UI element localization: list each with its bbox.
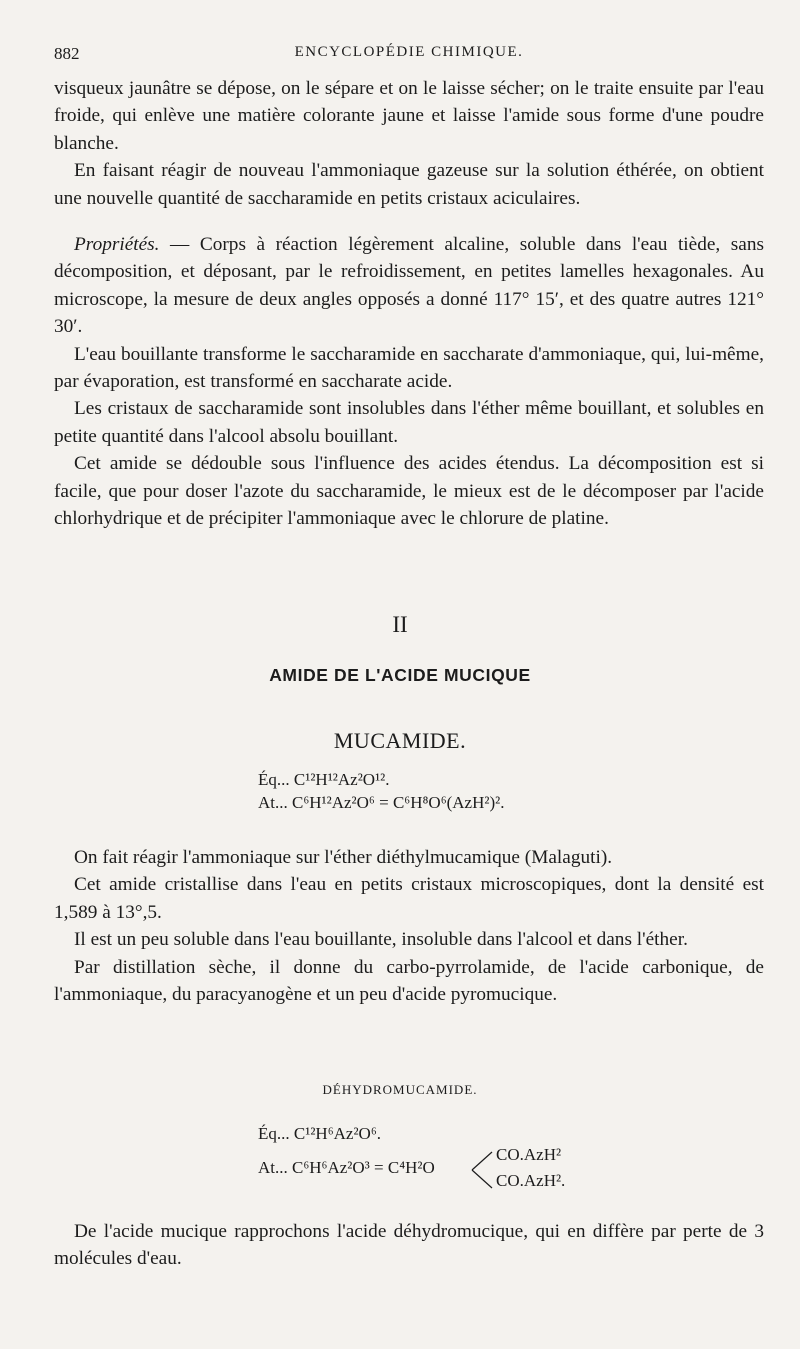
branch-bottom-group: CO.AzH². bbox=[496, 1171, 566, 1190]
mucamide-text bbox=[54, 844, 764, 1008]
properties-text bbox=[54, 231, 764, 532]
section-number: II bbox=[392, 612, 408, 637]
at-label: At... bbox=[258, 1158, 288, 1177]
paragraph: En faisant réagir de nouveau l'ammoniaque gazeuse sur la solution éthérée, on obtient une nouvelle quantité de saccharamide en petits cristaux aciculaires. bbox=[54, 160, 764, 209]
compound-name-mucamide: MUCAMIDE. bbox=[333, 728, 467, 753]
at-formula: C⁶H¹²Az²O⁶ = C⁶H⁸O⁶(AzH²)². bbox=[292, 793, 505, 812]
running-title: ENCYCLOPÉDIE CHIMIQUE. bbox=[294, 44, 524, 60]
branch-top-group: CO.AzH² bbox=[496, 1145, 562, 1164]
paragraph: Par distillation sèche, il donne du carbo-pyrrolamide, de l'acide carbonique, de l'ammoniaque, du paracyanogène et un peu d'acide pyromucique. bbox=[54, 956, 764, 1006]
intro-text bbox=[54, 75, 764, 212]
closing-text bbox=[54, 1218, 764, 1273]
compound-name-dehydromucamide: DÉHYDROMUCAMIDE. bbox=[322, 1082, 478, 1097]
eq-formula: C¹²H⁶Az²O⁶. bbox=[293, 1124, 381, 1143]
eq-label: Éq... bbox=[258, 770, 290, 789]
dehydro-eq-formula bbox=[258, 1124, 381, 1144]
paragraph: Cet amide se dédouble sous l'influence des acides étendus. La décomposition est si facile, que pour doser l'azote du saccharamide, le mieux est de le décomposer par l'acide chlorhydrique et de précipiter l'ammoniaque avec le chlorure de platine. bbox=[54, 453, 764, 530]
page-header bbox=[54, 44, 764, 68]
paragraph: Il est un peu soluble dans l'eau bouillante, insoluble dans l'alcool et dans l'éther. bbox=[74, 929, 688, 951]
at-formula: C⁶H⁶Az²O³ = C⁴H²O bbox=[292, 1158, 435, 1177]
paragraph: De l'acide mucique rapprochons l'acide déhydromucique, qui en diffère par perte de 3 molécules d'eau. bbox=[54, 1221, 764, 1270]
paragraph: visqueux jaunâtre se dépose, on le sépare et on le laisse sécher; on le traite ensuite par l'eau froide, qui enlève une matière colorante jaune et laisse l'amide sous forme d'une poudre blanche. bbox=[54, 78, 764, 154]
properties-label: Propriétés. bbox=[74, 234, 160, 255]
eq-label: Éq... bbox=[258, 1124, 290, 1143]
paragraph: On fait réagir l'ammoniaque sur l'éther diéthylmucamique (Malaguti). bbox=[74, 847, 613, 868]
section-title: AMIDE DE L'ACIDE MUCIQUE bbox=[269, 665, 531, 685]
eq-formula: C¹²H¹²Az²O¹². bbox=[293, 770, 390, 789]
dehydro-at-formula bbox=[258, 1158, 435, 1178]
paragraph: Cet amide cristallise dans l'eau en petits cristaux microscopiques, dont la densité est 1,589 à 13°,5. bbox=[54, 874, 764, 923]
mucamide-eq-formula bbox=[258, 770, 390, 790]
mucamide-at-formula bbox=[258, 793, 504, 813]
page-number: 882 bbox=[54, 44, 80, 63]
paragraph: L'eau bouillante transforme le saccharamide en saccharate d'ammoniaque, qui, lui-même, par évaporation, est transformé en saccharate acide. bbox=[54, 343, 764, 393]
properties-body: — Corps à réaction légèrement alcaline, soluble dans l'eau tiède, sans décomposition, et déposant, par le refroidissement, en petites lamelles hexagonales. Au microscope, la mesure de deux angles opposés a donné 117° 15′, et des quatre autres 121° 30′. bbox=[54, 234, 764, 338]
at-label: At... bbox=[258, 793, 288, 812]
branch-bracket bbox=[470, 1148, 496, 1192]
properties-paragraph bbox=[54, 231, 764, 341]
paragraph: Les cristaux de saccharamide sont insolubles dans l'éther même bouillant, et solubles en petite quantité dans l'alcool absolu bouillant. bbox=[54, 398, 764, 447]
